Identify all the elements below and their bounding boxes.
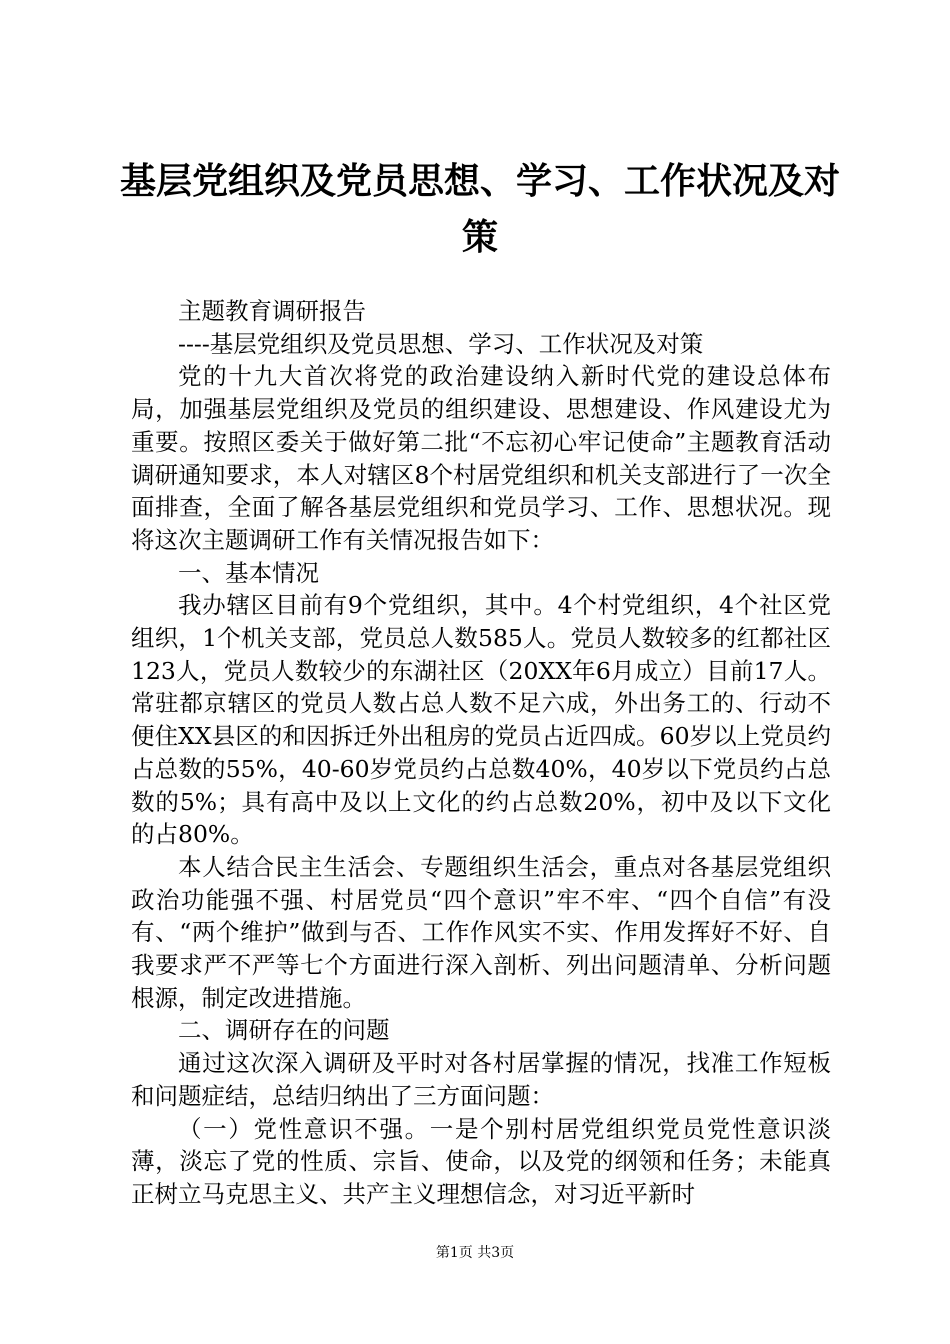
section-heading-basic: 一、基本情况	[178, 558, 319, 587]
section-heading-problems: 二、调研存在的问题	[178, 1016, 390, 1045]
paragraph-problems-intro: 通过这次深入调研及平时对各村居掌握的情况，找准工作短板和问题症结，总结归纳出了三方面问题：	[131, 1049, 831, 1110]
paragraph-problem-one: （一）党性意识不强。一是个别村居党组织党员党性意识淡薄，淡忘了党的性质、宗旨、使命，以及党的纲领和任务；未能真正树立马克思主义、共产主义理想信念，对习近平新时	[131, 1114, 831, 1208]
paragraph-subtitle: 主题教育调研报告	[178, 297, 366, 325]
paragraph-basic-situation: 我办辖区目前有9个党组织，其中。4个村党组织，4个社区党组织，1个机关支部，党员总人数585人。党员人数较多的红都社区123人，党员人数较少的东湖社区（20XX年6月成立）目前17人。常驻都京辖区的党员人数占总人数不足六成，外出务工的、行动不便住XX县区的和因拆迁外出租房的党员占近四成。60岁以上党员约占总数的55%，40-60岁党员约占总数40%，40岁以下党员约占总数的5%；具有高中及以上文化的约占总数20%，初中及以下文化的占80%。	[131, 591, 831, 849]
page-footer: 第1页 共3页	[435, 1245, 515, 1261]
document-title: 基层党组织及党员思想、学习、工作状况及对策	[119, 161, 840, 258]
paragraph-intro: 党的十九大首次将党的政治建设纳入新时代党的建设总体布局，加强基层党组织及党员的组织建设、思想建设、作风建设尤为重要。按照区委关于做好第二批“不忘初心牢记使命”主题教育活动调研通知要求，本人对辖区8个村居党组织和机关支部进行了一次全面排查，全面了解各基层党组织和党员学习、工作、思想状况。现将这次主题调研工作有关情况报告如下：	[131, 362, 831, 554]
document-body	[131, 295, 831, 1211]
paragraph-subheading: ----基层党组织及党员思想、学习、工作状况及对策	[178, 329, 704, 358]
paragraph-analysis: 本人结合民主生活会、专题组织生活会，重点对各基层党组织政治功能强不强、村居党员“四个意识”牢不牢、“四个自信”有没有、“两个维护”做到与否、工作作风实不实、作用发挥好不好、自我要求严不严等七个方面进行深入剖析、列出问题清单、分析问题根源，制定改进措施。	[131, 852, 831, 1012]
